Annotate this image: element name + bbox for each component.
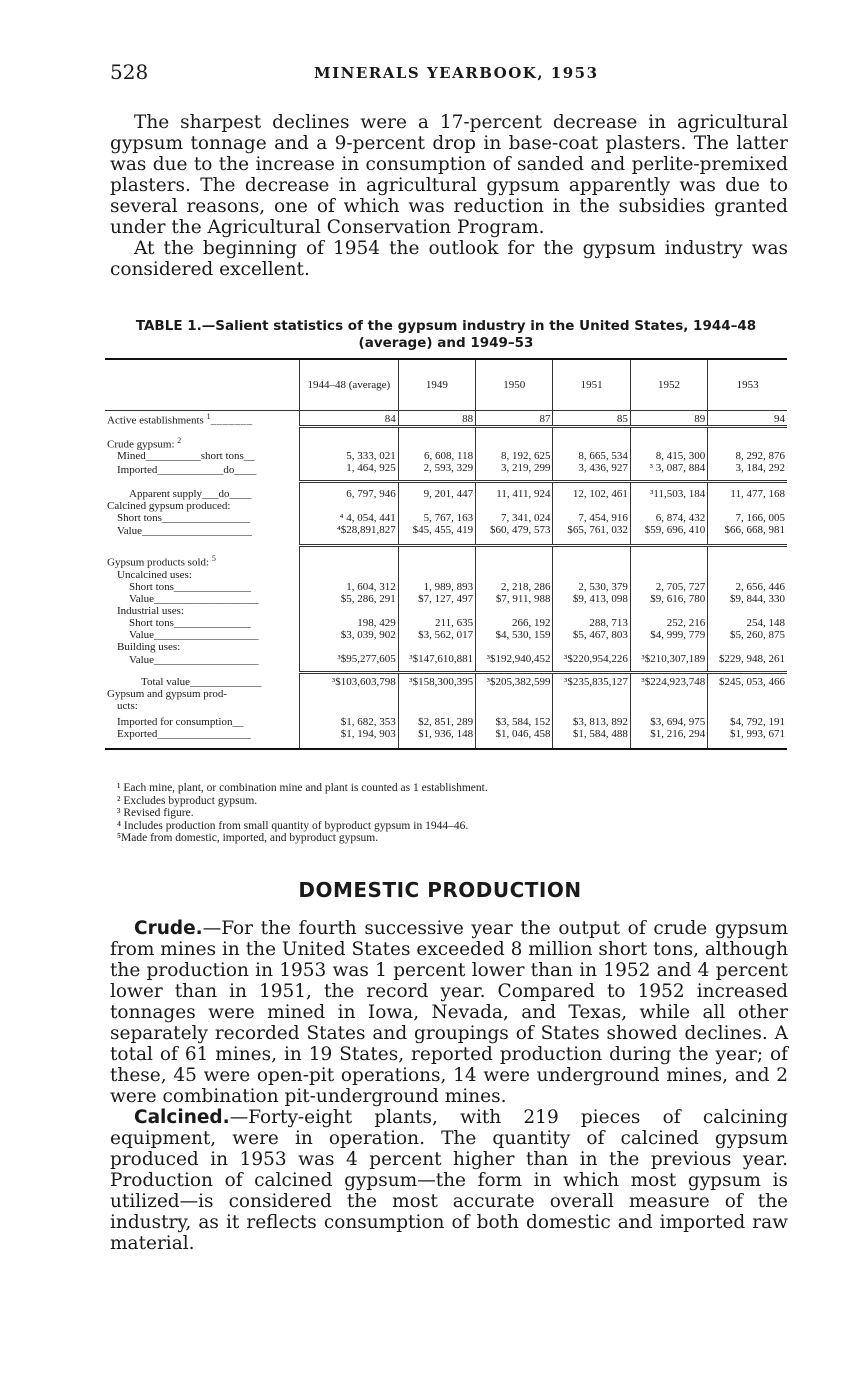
table-cell: $9, 844, 330	[708, 593, 787, 605]
table-row	[105, 581, 787, 593]
paragraph	[110, 1107, 788, 1254]
row-label: Industrial uses:	[117, 604, 184, 617]
row-label: Short tons______________	[129, 580, 251, 593]
table-cell: 7, 341, 024	[476, 512, 553, 524]
table-cell: 2, 218, 286	[476, 581, 553, 593]
table-cell: 88	[398, 411, 475, 427]
column-header: 1953	[708, 359, 787, 411]
table-cell: $1, 194, 903	[300, 728, 399, 749]
table-cell: $7, 911, 988	[476, 593, 553, 605]
table-row	[105, 605, 787, 617]
row-label: Crude gypsum: $^2$	[107, 435, 182, 451]
table-cell: $1, 216, 294	[630, 728, 707, 749]
table-cell: 266, 192	[476, 617, 553, 629]
row-label: Imported____________do____	[117, 463, 257, 476]
table-cell: 11, 411, 924	[476, 482, 553, 500]
running-title: MINERALS YEARBOOK, 1953	[314, 64, 599, 82]
table-row	[105, 700, 787, 716]
row-label: Value____________________	[117, 525, 253, 538]
table-cell: ³$147,610,881	[398, 653, 475, 673]
table-cell: ³$224,923,748	[630, 672, 707, 688]
row-label: Value___________________	[129, 592, 259, 605]
table-cell: 2, 530, 379	[553, 581, 630, 593]
table-cell: $5, 286, 291	[300, 593, 399, 605]
paragraph-lead: Crude.	[134, 918, 203, 939]
table-cell: $1, 584, 488	[553, 728, 630, 749]
footnote: ³ Revised figure.	[117, 807, 194, 819]
table-row	[105, 569, 787, 581]
row-label: Building uses:	[117, 640, 181, 653]
table-cell: $1, 682, 353	[300, 716, 399, 728]
table-cell: 6, 608, 118	[398, 450, 475, 462]
table-cell: $5, 467, 803	[553, 629, 630, 641]
table-cell: $9, 413, 098	[553, 593, 630, 605]
table-cell: $229, 948, 261	[708, 653, 787, 673]
table-cell: 9, 201, 447	[398, 482, 475, 500]
table-cell: $4, 530, 159	[476, 629, 553, 641]
table-cell: 7, 166, 005	[708, 512, 787, 524]
table-cell: ³$95,277,605	[300, 653, 399, 673]
column-header: 1951	[553, 359, 630, 411]
intro-text	[110, 112, 788, 280]
row-label: ucts:	[117, 700, 138, 713]
table-cell: 8, 665, 534	[553, 450, 630, 462]
table-cell: ³$210,307,189	[630, 653, 707, 673]
row-label: Uncalcined uses:	[117, 568, 192, 581]
table-cell: 8, 292, 876	[708, 450, 787, 462]
table-cell: $9, 616, 780	[630, 593, 707, 605]
table-row	[105, 716, 787, 728]
table-cell: 5, 767, 163	[398, 512, 475, 524]
table-cell: 211, 635	[398, 617, 475, 629]
column-header: 1952	[630, 359, 707, 411]
row-label: Mined__________short tons__	[117, 450, 255, 463]
row-label: Imported for consumption__	[117, 716, 244, 729]
row-label: Short tons______________	[129, 616, 251, 629]
paragraph: The sharpest declines were a 17-percent decrease in agricultural gypsum tonnage and a 9-percent drop in base-coat plasters. The latter was due to the increase in consumption of sanded and perlite-premixed plasters. The decrease in agricultural gypsum apparently was due to several reasons, one of which was reduction in the subsidies granted under the Agricultural Conservation Program.	[110, 112, 788, 238]
table-cell: 94	[708, 411, 787, 427]
table-cell: 3, 219, 299	[476, 462, 553, 482]
table-header-row	[105, 359, 787, 411]
table-cell: 87	[476, 411, 553, 427]
table-cell: 5, 333, 021	[300, 450, 399, 462]
footnote: ⁴ Includes production from small quantity of byproduct gypsum in 1944–46.	[117, 819, 469, 832]
statistics-table	[105, 358, 787, 750]
domestic-production-text	[110, 918, 788, 1254]
table-cell: $3, 694, 975	[630, 716, 707, 728]
table-row	[105, 641, 787, 653]
footnote: ¹ Each mine, plant, or combination mine and plant is counted as 1 establishment.	[117, 782, 488, 794]
table-row	[105, 653, 787, 673]
table-row	[105, 524, 787, 546]
page-number: 528	[110, 60, 149, 84]
paragraph-body: —For the fourth successive year the output of crude gypsum from mines in the United States exceeded 8 million short tons, although the production in 1953 was 1 percent lower than in 1952 and 4 percent lower than in 1951, the record year. Compared to 1952 increased tonnages were mined in Iowa, Nevada, and Texas, while all other separately recorded States and groupings of States showed declines. A total of 61 mines, in 19 States, reported production during the year; of these, 45 were open-pit operations, 14 were underground mines, and 2 were combination pit-underground mines.	[110, 918, 788, 1107]
table-cell: $59, 696, 410	[630, 524, 707, 546]
table-row	[105, 617, 787, 629]
table-cell: 252, 216	[630, 617, 707, 629]
table-cell: 89	[630, 411, 707, 427]
table-row	[105, 629, 787, 641]
table-cell: 1, 989, 893	[398, 581, 475, 593]
table-cell: ³$103,603,798	[300, 672, 399, 688]
table-row	[105, 512, 787, 524]
table-cell: 84	[300, 411, 399, 427]
table-cell: 7, 454, 916	[553, 512, 630, 524]
table-cell: $245, 053, 466	[708, 672, 787, 688]
table-cell: ³ 3, 087, 884	[630, 462, 707, 482]
table-cell: 6, 874, 432	[630, 512, 707, 524]
table-row	[105, 672, 787, 688]
column-header: 1950	[476, 359, 553, 411]
table-cell: ⁴$28,891,827	[300, 524, 399, 546]
footnote: ⁵Made from domestic, imported, and byproduct gypsum.	[117, 832, 379, 844]
row-label: Value___________________	[129, 628, 259, 641]
table-cell: 8, 192, 625	[476, 450, 553, 462]
table-cell: $66, 668, 981	[708, 524, 787, 546]
row-label: Active establishments $^1$_______	[107, 412, 253, 427]
table-cell: $4, 999, 779	[630, 629, 707, 641]
table-cell: $3, 562, 017	[398, 629, 475, 641]
table-row	[105, 728, 787, 749]
table-cell: 11, 477, 168	[708, 482, 787, 500]
table-cell: $65, 761, 032	[553, 524, 630, 546]
stub-header	[105, 359, 300, 411]
table-cell: ³$235,835,127	[553, 672, 630, 688]
row-label: Calcined gypsum produced:	[107, 499, 231, 512]
table-cell: $60, 479, 573	[476, 524, 553, 546]
table-cell: 2, 705, 727	[630, 581, 707, 593]
table-cell: 1, 464, 925	[300, 462, 399, 482]
table-cell: 1, 604, 312	[300, 581, 399, 593]
row-label: Gypsum products sold: $^5$	[107, 554, 216, 569]
table-cell: 198, 429	[300, 617, 399, 629]
table-cell: ³$205,382,599	[476, 672, 553, 688]
table-row	[105, 462, 787, 482]
row-label: Apparent supply___do____	[129, 487, 252, 500]
table-cell: $2, 851, 289	[398, 716, 475, 728]
table-caption-line: (average) and 1949–53	[358, 335, 534, 351]
page-header	[110, 60, 790, 84]
table-cell: $3, 584, 152	[476, 716, 553, 728]
row-label: Gypsum and gypsum prod-	[107, 688, 228, 701]
table-cell: 2, 593, 329	[398, 462, 475, 482]
table-cell: $5, 260, 875	[708, 629, 787, 641]
table-cell: ³11,503, 184	[630, 482, 707, 500]
paragraph	[110, 918, 788, 1107]
statistics-table-container	[105, 358, 787, 750]
table-cell: ⁴ 4, 054, 441	[300, 512, 399, 524]
table-cell: $3, 039, 902	[300, 629, 399, 641]
table-cell: $3, 813, 892	[553, 716, 630, 728]
table-cell: 254, 148	[708, 617, 787, 629]
table-cell: 2, 656, 446	[708, 581, 787, 593]
table-cell: ³$158,300,395	[398, 672, 475, 688]
paragraph-lead: Calcined.	[134, 1107, 230, 1128]
row-label: Value___________________	[129, 654, 259, 667]
table-cell: $45, 455, 419	[398, 524, 475, 546]
table-cell: 12, 102, 461	[553, 482, 630, 500]
row-label: Total value_____________	[141, 676, 262, 689]
table-row	[105, 411, 787, 427]
table-cell: 85	[553, 411, 630, 427]
table-caption-line: TABLE 1.—Salient statistics of the gypsum industry in the United States, 1944–48	[135, 318, 757, 334]
table-caption	[105, 318, 787, 352]
table-row	[105, 482, 787, 500]
table-row	[105, 545, 787, 569]
paragraph-body: —Forty-eight plants, with 219 pieces of calcining equipment, were in operation. The quantity of calcined gypsum produced in 1953 was 4 percent higher than in the previous year. Production of calcined gypsum—the form in which most gypsum is utilized—is considered the most accurate overall measure of the industry, as it reflects consumption of both domestic and imported raw material.	[110, 1107, 788, 1254]
table-row	[105, 427, 787, 451]
paragraph: At the beginning of 1954 the outlook for the gypsum industry was considered excellent.	[110, 238, 788, 280]
table-row	[105, 450, 787, 462]
row-label: Short tons________________	[117, 511, 250, 524]
table-cell: ³$192,940,452	[476, 653, 553, 673]
table-cell: ³$220,954,226	[553, 653, 630, 673]
table-row	[105, 500, 787, 512]
table-footnotes	[117, 782, 777, 845]
table-cell: 3, 184, 292	[708, 462, 787, 482]
table-cell: $1, 046, 458	[476, 728, 553, 749]
footnote: ² Excludes byproduct gypsum.	[117, 794, 258, 807]
table-cell: $7, 127, 497	[398, 593, 475, 605]
table-cell: $1, 993, 671	[708, 728, 787, 749]
column-header: 1949	[398, 359, 475, 411]
column-header: 1944–48 (average)	[300, 359, 399, 411]
table-cell: $4, 792, 191	[708, 716, 787, 728]
table-cell: 3, 436, 927	[553, 462, 630, 482]
table-cell: 6, 797, 946	[300, 482, 399, 500]
table-row	[105, 593, 787, 605]
table-cell: $1, 936, 148	[398, 728, 475, 749]
section-heading: DOMESTIC PRODUCTION	[298, 878, 582, 902]
row-label: Exported_________________	[105, 728, 300, 749]
table-cell: 288, 713	[553, 617, 630, 629]
table-row	[105, 688, 787, 700]
table-cell: 8, 415, 300	[630, 450, 707, 462]
